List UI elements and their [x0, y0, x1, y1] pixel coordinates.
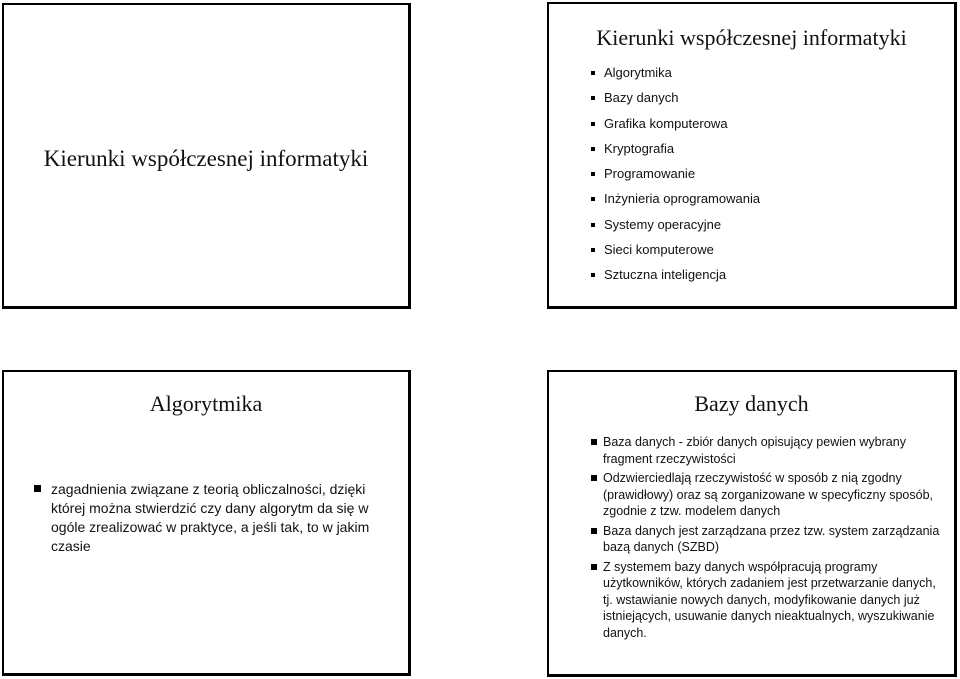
list-item: Inżynieria oprogramowania: [591, 190, 760, 215]
bullet-list: [591, 434, 946, 644]
list-item: Kryptografia: [591, 140, 760, 165]
list-item: Sztuczna inteligencja: [591, 266, 760, 291]
list-item: Odzwierciedlają rzeczywistość w sposób z nią zgodny (prawidłowy) oraz są zorganizowane w specyficzny sposób, zgodnie z tzw. modelem danych: [591, 470, 946, 520]
slide-2: [547, 2, 957, 309]
slide-title: Bazy danych: [694, 391, 809, 416]
topic-list: [591, 64, 760, 292]
bullet-list: [34, 480, 379, 556]
list-item: zagadnienia związane z teorią obliczalności, dzięki której można stwierdzić czy dany algorytm da się w ogóle zrealizować w praktyce, a jeśli tak, to w jakim czasie: [34, 480, 379, 556]
slide-1: [2, 3, 411, 309]
list-item: Sieci komputerowe: [591, 241, 760, 266]
list-item: Programowanie: [591, 165, 760, 190]
list-item: Baza danych jest zarządzana przez tzw. system zarządzania bazą danych (SZBD): [591, 523, 946, 556]
slide-title: Algorytmika: [149, 391, 263, 416]
list-item: Bazy danych: [591, 89, 760, 114]
slide-4: [547, 370, 957, 677]
slide-3: [2, 370, 411, 676]
list-item: Baza danych - zbiór danych opisujący pewien wybrany fragment rzeczywistości: [591, 434, 946, 467]
slide-title: Kierunki współczesnej informatyki: [596, 25, 907, 50]
list-item: Systemy operacyjne: [591, 216, 760, 241]
list-item: Algorytmika: [591, 64, 760, 89]
list-item: Z systemem bazy danych współpracują programy użytkowników, których zadaniem jest przetwarzanie danych, tj. wstawianie nowych danych, modyfikowanie danych już istniejących, usuwanie danych nieaktualnych, wyszukiwanie danych.: [591, 559, 946, 642]
slide-title: Kierunki współczesnej informatyki: [43, 146, 369, 171]
list-item: Grafika komputerowa: [591, 115, 760, 140]
